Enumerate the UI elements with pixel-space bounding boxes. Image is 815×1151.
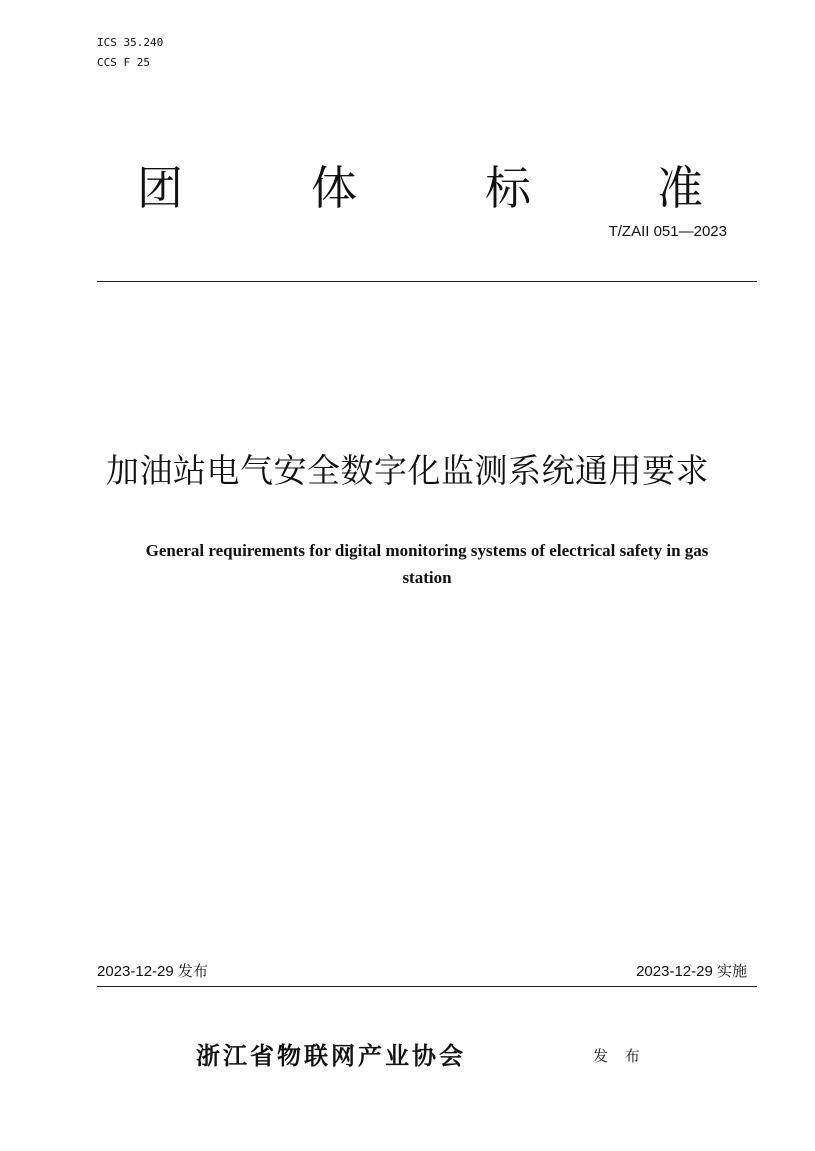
- implementation-date-label: 实施: [716, 962, 747, 980]
- ics-code: ICS 35.240: [97, 36, 164, 49]
- publish-label: 发 布: [593, 1047, 646, 1065]
- standard-code: T/ZAII 051—2023: [608, 223, 727, 240]
- release-date: [97, 960, 208, 981]
- release-date-label: 发布: [177, 962, 208, 980]
- title-char-1: 团: [137, 161, 183, 215]
- title-char-3: 标: [485, 161, 531, 215]
- english-title: [97, 537, 757, 591]
- title-char-4: 准: [657, 161, 703, 215]
- footer-divider: [97, 986, 757, 987]
- implementation-date-value: 2023-12-29: [636, 963, 713, 980]
- implementation-date: [636, 960, 747, 981]
- title-char-2: 体: [311, 161, 357, 215]
- header-divider: [97, 281, 757, 282]
- english-title-line-2: station: [402, 568, 452, 587]
- release-date-value: 2023-12-29: [97, 963, 174, 980]
- document-type-title: [97, 158, 757, 218]
- publishing-organization: 浙江省物联网产业协会: [196, 1042, 466, 1070]
- english-title-line-1: General requirements for digital monitoring systems of electrical safety in gas: [145, 541, 709, 560]
- ccs-code: CCS F 25: [97, 56, 150, 69]
- chinese-title: 加油站电气安全数字化监测系统通用要求: [106, 451, 709, 490]
- classification-codes: [97, 33, 163, 73]
